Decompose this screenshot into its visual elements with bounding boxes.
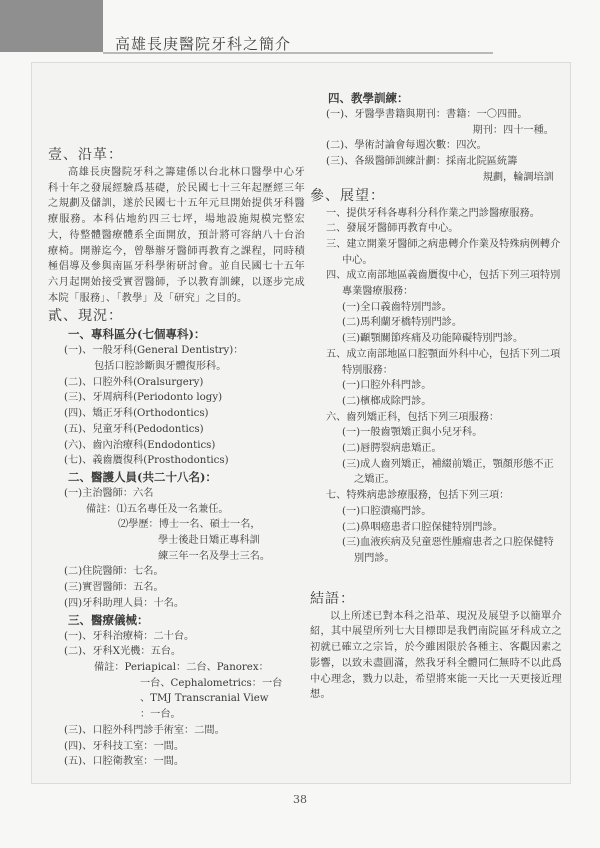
section-history-body: 高雄長庚醫院牙科之籌建係以台北林口醫學中心牙科十年之發展經驗爲基礎，於民國七十三年起歷經三年之規劃及儲訓，遂於民國七十五年元旦開始提供牙科醫療服務。本科佔地約四三七坪，場地設施規模完整宏大，待整體醫療體系全面開放，預計將可容納八十台治療椅。開辦迄今，曾舉辦牙醫師再教育之課程，同時積極倡導及參與南區牙科學術研討會。並自民國七十五年六月起開始接受實習醫師，予以教育訓練，以逐步完成本院「服務」、「教學」及「研究」之目的。	[48, 167, 305, 304]
outlook-item: 四、成立南部地區義齒贋復中心，包括下列三項特別專業醫療服務：	[326, 270, 561, 298]
outlook-subitem: (一)口腔潰瘍門診。	[342, 505, 432, 517]
conclusion-body: 以上所述已對本科之沿革、現況及展望予以簡單介紹，其中展望所列七大目標即是我們南院區牙科成立之初就已確立之宗旨，於今雖困限於各種主、客觀因素之影響，以致未盡圓滿，然我牙科全體同仁無時不以此爲中心理念，戮力以赴，希望將來能一天比一天更接近理想。	[310, 610, 562, 701]
equipment-line: (五)、口腔衛教室：一間。	[64, 756, 185, 768]
equipment-note: 一台、Cephalometrics：一台	[140, 677, 283, 689]
equipment-note: ：一台。	[140, 709, 181, 721]
staff-line: (二)住院醫師：七名。	[64, 566, 164, 578]
outlook-item: 七、特殊病患診療服務，包括下列三項：	[326, 490, 510, 502]
outlook-subitem: (二)唇腭裂病患矯正。	[342, 443, 442, 455]
staff-note: 備註：⑴五名專任及一名兼任。	[86, 503, 229, 515]
specialty-item: (四)、矯正牙科(Orthodontics)	[64, 408, 209, 420]
outlook-subitem: (三)顳顎關節疼痛及功能障礙特別門診。	[342, 333, 524, 345]
spacer	[310, 567, 562, 589]
teaching-line: (三)、各級醫師訓練計劃：採南北院區統籌	[326, 156, 518, 168]
outlook-subitem: (二)檳榔成除門診。	[342, 395, 432, 407]
outlook-item: 一、提供牙科各專科分科作業之門診醫療服務。	[326, 207, 540, 219]
outlook-subitem: (二)馬利蘭牙橋特別門診。	[342, 317, 463, 329]
specialties-heading: 一、專科區分(七個專科)：	[68, 327, 206, 342]
teaching-line: (二)、學術討論會每週次數：四次。	[326, 140, 487, 152]
outlook-item: 五、成立南部地區口腔顎面外科中心，包括下列二項特別服務：	[326, 348, 561, 376]
staff-heading: 二、醫護人員(共二十八名)：	[68, 469, 217, 484]
right-column	[310, 90, 562, 703]
specialty-item: (二)、口腔外科(Oralsurgery)	[64, 376, 204, 388]
teaching-line: 期刊：四十一種。	[472, 124, 554, 136]
outlook-subitem: (一)一般齒顎矯正與小兒牙科。	[342, 427, 483, 439]
specialty-item-note: 包括口腔診斷與牙體復形科。	[94, 361, 227, 373]
specialty-item: (五)、兒童牙科(Pedodontics)	[64, 423, 204, 435]
equipment-line: (四)、牙科技工室：一間。	[64, 740, 185, 752]
equipment-line: (二)、牙科X光機：五台。	[64, 646, 182, 658]
equipment-note: 備註：Periapical：二台、Panorex：	[94, 661, 269, 673]
teaching-line: 規劃，輪調培訓	[482, 171, 554, 183]
specialty-item: (一)、一般牙科(General Dentistry)：	[64, 345, 244, 357]
staff-note: 練三年一名及學士三名。	[158, 550, 271, 562]
staff-line: (三)實習醫師：五名。	[64, 582, 164, 594]
section-history-title: 壹、沿革：	[48, 147, 123, 163]
page-title: 高雄長庚醫院牙科之簡介	[115, 35, 292, 53]
equipment-note: 、TMJ Transcranial View	[140, 693, 269, 705]
section-outlook-title: 參、展望：	[310, 187, 385, 204]
outlook-item: 六、齒列矯正科，包括下列三項服務：	[326, 411, 500, 423]
outlook-subitem: (一)全口義齒特別門診。	[342, 301, 452, 313]
staff-note: 學士後赴日矯正專科訓	[158, 535, 260, 547]
outlook-item: 三、建立開業牙醫師之病患轉介作業及特殊病例轉介中心。	[326, 238, 561, 266]
specialty-item: (三)、牙周病科(Periodonto logy)	[64, 392, 223, 404]
outlook-subitem: (三)血液疾病及兒童惡性腫瘤患者之口腔保健特別門診。	[342, 537, 554, 564]
conclusion-title: 結語：	[310, 590, 355, 607]
header-corner-block	[0, 0, 103, 52]
staff-line: (四)牙科助理人員：十名。	[64, 597, 185, 609]
staff-line: (一)主治醫師：六名	[64, 487, 154, 499]
page-number: 38	[293, 793, 307, 806]
section-status-title: 貳、現況：	[48, 308, 123, 325]
left-column	[48, 145, 305, 770]
equipment-line: (一)、牙科治療椅：二十台。	[64, 630, 195, 642]
equipment-line: (三)、口腔外科門診手術室：二間。	[64, 724, 225, 736]
specialty-item: (七)、義齒贋復科(Prosthodontics)	[64, 455, 229, 467]
equipment-heading: 三、醫療儀械：	[68, 612, 149, 627]
outlook-subitem: (三)成人齒列矯正，補綴前矯正，顎顏形態不正之矯正。	[342, 458, 554, 486]
outlook-subitem: (一)口腔外科門診。	[342, 380, 432, 392]
teaching-heading: 四、教學訓練：	[328, 91, 409, 105]
outlook-subitem: (二)鼻咽癌患者口腔保健特別門診。	[342, 521, 503, 533]
teaching-line: (一)、牙醫學書籍與期刊：書籍：一〇四冊。	[326, 109, 528, 120]
outlook-item: 二、發展牙醫師再教育中心。	[326, 223, 459, 235]
specialty-item: (六)、齒內治療科(Endodontics)	[64, 439, 216, 451]
staff-note: ⑵學歷：博士一名、碩士一名，	[118, 519, 261, 531]
